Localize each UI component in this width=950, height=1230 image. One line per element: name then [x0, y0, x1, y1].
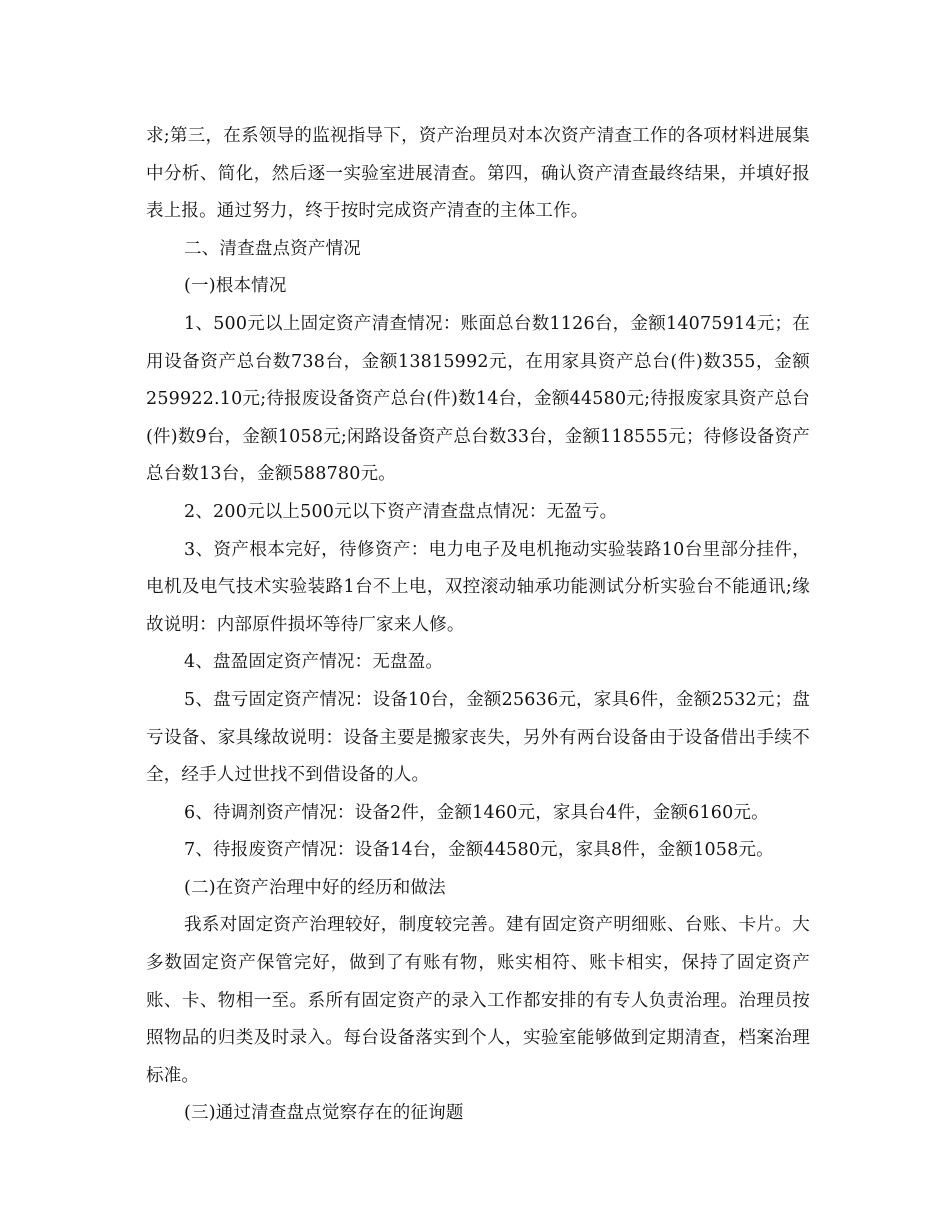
- document-page: [146, 118, 810, 1133]
- subsection-heading-basic: (一)根本情况: [184, 276, 287, 297]
- subsection-heading-problems: (三)通过清查盘点觉察存在的征询题: [184, 1103, 464, 1124]
- item-3-assets-to-repair: 3、资产根本完好，待修资产：电力电子及电机拖动实验装路10台里部分挂件，电机及电气技术实验装路1台不上电，双控滚动轴承功能测试分析实验台不能通讯;缘故说明：内部原件损坏等待厂家来人修。: [146, 539, 810, 635]
- paragraph-continuation: 求;第三，在系领导的监视指导下，资产治理员对本次资产清查工作的各项材料进展集中分析、简化，然后逐一实验室进展清查。第四，确认资产清查最终结果，并填好报表上报。通过努力，终于按时完成资产清查的主体工作。: [146, 126, 810, 222]
- section-heading-2: 二、清查盘点资产情况: [184, 238, 361, 259]
- item-5-deficit: 5、盘亏固定资产情况：设备10台，金额25636元，家具6件，金额2532元；盘亏设备、家具缘故说明：设备主要是搬家丧失，另外有两台设备由于设备借出手续不全，经手人过世找不到借设备的人。: [146, 689, 810, 786]
- item-6-to-reallocate: 6、待调剂资产情况：设备2件，金额1460元，家具台4件，金额6160元。: [184, 802, 769, 823]
- subsection-heading-good-practices: (二)在资产治理中好的经历和做法: [184, 877, 446, 898]
- item-7-to-scrap: 7、待报废资产情况：设备14台，金额44580元，家具8件，金额1058元。: [184, 840, 774, 861]
- item-1-fixed-assets-over-500: 1、500元以上固定资产清查情况：账面总台数1126台，金额14075914元；在用设备资产总台数738台，金额13815992元，在用家具资产总台(件)数355，金额259922.10元;待报废设备资产总台(件)数14台，金额44580元;待报废家具资产总台(件)数9台，金额1058元;闲路设备资产总台数33台，金额118555元；待修设备资产总台数13台，金额588780元。: [146, 313, 810, 485]
- paragraph-good-practices: 我系对固定资产治理较好，制度较完善。建有固定资产明细账、台账、卡片。大多数固定资产保管完好，做到了有账有物，账实相符、账卡相实，保持了固定资产账、卡、物相一至。系所有固定资产的录入工作都安排的有专人负责治理。治理员按照物品的归类及时录入。每台设备落实到个人，实验室能够做到定期清查，档案治理标准。: [146, 915, 810, 1086]
- item-2-assets-200-500: 2、200元以上500元以下资产清查盘点情况：无盈亏。: [184, 501, 618, 522]
- item-4-surplus: 4、盘盈固定资产情况：无盘盈。: [184, 652, 444, 673]
